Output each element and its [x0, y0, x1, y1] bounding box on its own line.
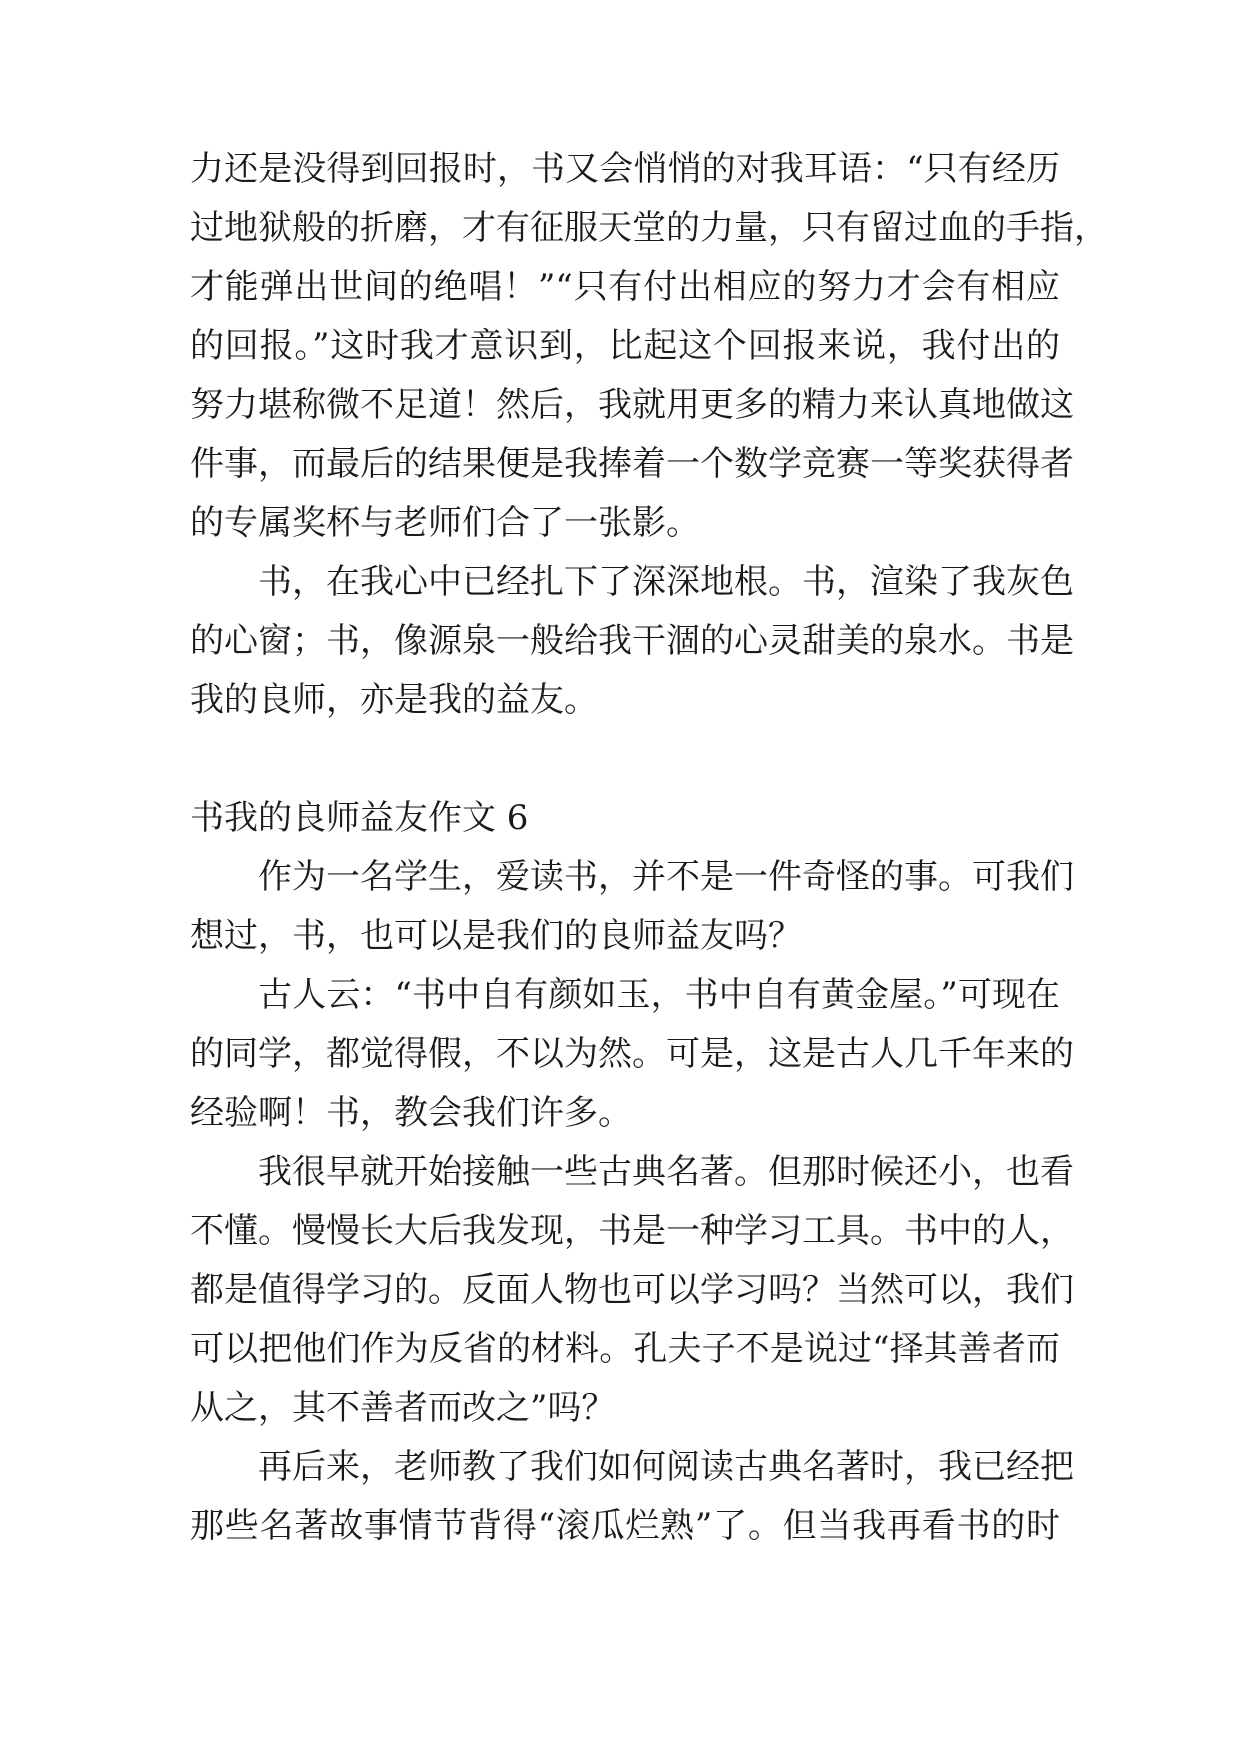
text-line: 的心窗；书，像源泉一般给我干涸的心灵甜美的泉水。书是 [190, 621, 1074, 661]
text-line: 过地狱般的折磨，才有征服天堂的力量，只有留过血的手指， [190, 208, 1108, 248]
text-line: 想过，书，也可以是我们的良师益友吗？ [190, 916, 802, 956]
text-line: 的专属奖杯与老师们合了一张影。 [190, 503, 700, 543]
text-line: 经验啊！书，教会我们许多。 [190, 1093, 632, 1133]
text-line: 努力堪称微不足道！然后，我就用更多的精力来认真地做这 [190, 385, 1074, 425]
text-line: 都是值得学习的。反面人物也可以学习吗？当然可以，我们 [190, 1270, 1074, 1310]
text-line: 古人云：“书中自有颜如玉，书中自有黄金屋。”可现在 [190, 975, 1060, 1015]
text-line: 我很早就开始接触一些古典名著。但那时候还小，也看 [190, 1152, 1074, 1192]
text-line: 才能弹出世间的绝唱！”“只有付出相应的努力才会有相应 [190, 267, 1060, 307]
document-body [190, 140, 1108, 1556]
text-line: 作为一名学生，爱读书，并不是一件奇怪的事。可我们 [190, 857, 1074, 897]
paragraph-gap [190, 730, 1060, 789]
text-line: 那些名著故事情节背得“滚瓜烂熟”了。但当我再看书的时 [190, 1506, 1060, 1546]
text-line: 从之，其不善者而改之”吗？ [190, 1388, 616, 1428]
section-title: 书我的良师益友作文 6 [190, 798, 529, 838]
text-line: 可以把他们作为反省的材料。孔夫子不是说过“择其善者而 [190, 1329, 1060, 1369]
text-line: 我的良师，亦是我的益友。 [190, 680, 598, 720]
text-line: 件事，而最后的结果便是我捧着一个数学竞赛一等奖获得者 [190, 444, 1074, 484]
text-line: 的回报。”这时我才意识到，比起这个回报来说，我付出的 [190, 326, 1060, 366]
text-line: 不懂。慢慢长大后我发现，书是一种学习工具。书中的人， [190, 1211, 1074, 1251]
text-line: 再后来，老师教了我们如何阅读古典名著时，我已经把 [190, 1447, 1074, 1487]
text-line: 力还是没得到回报时，书又会悄悄的对我耳语：“只有经历 [190, 149, 1060, 189]
text-line: 的同学，都觉得假，不以为然。可是，这是古人几千年来的 [190, 1034, 1074, 1074]
text-line: 书，在我心中已经扎下了深深地根。书，渲染了我灰色 [190, 562, 1074, 602]
